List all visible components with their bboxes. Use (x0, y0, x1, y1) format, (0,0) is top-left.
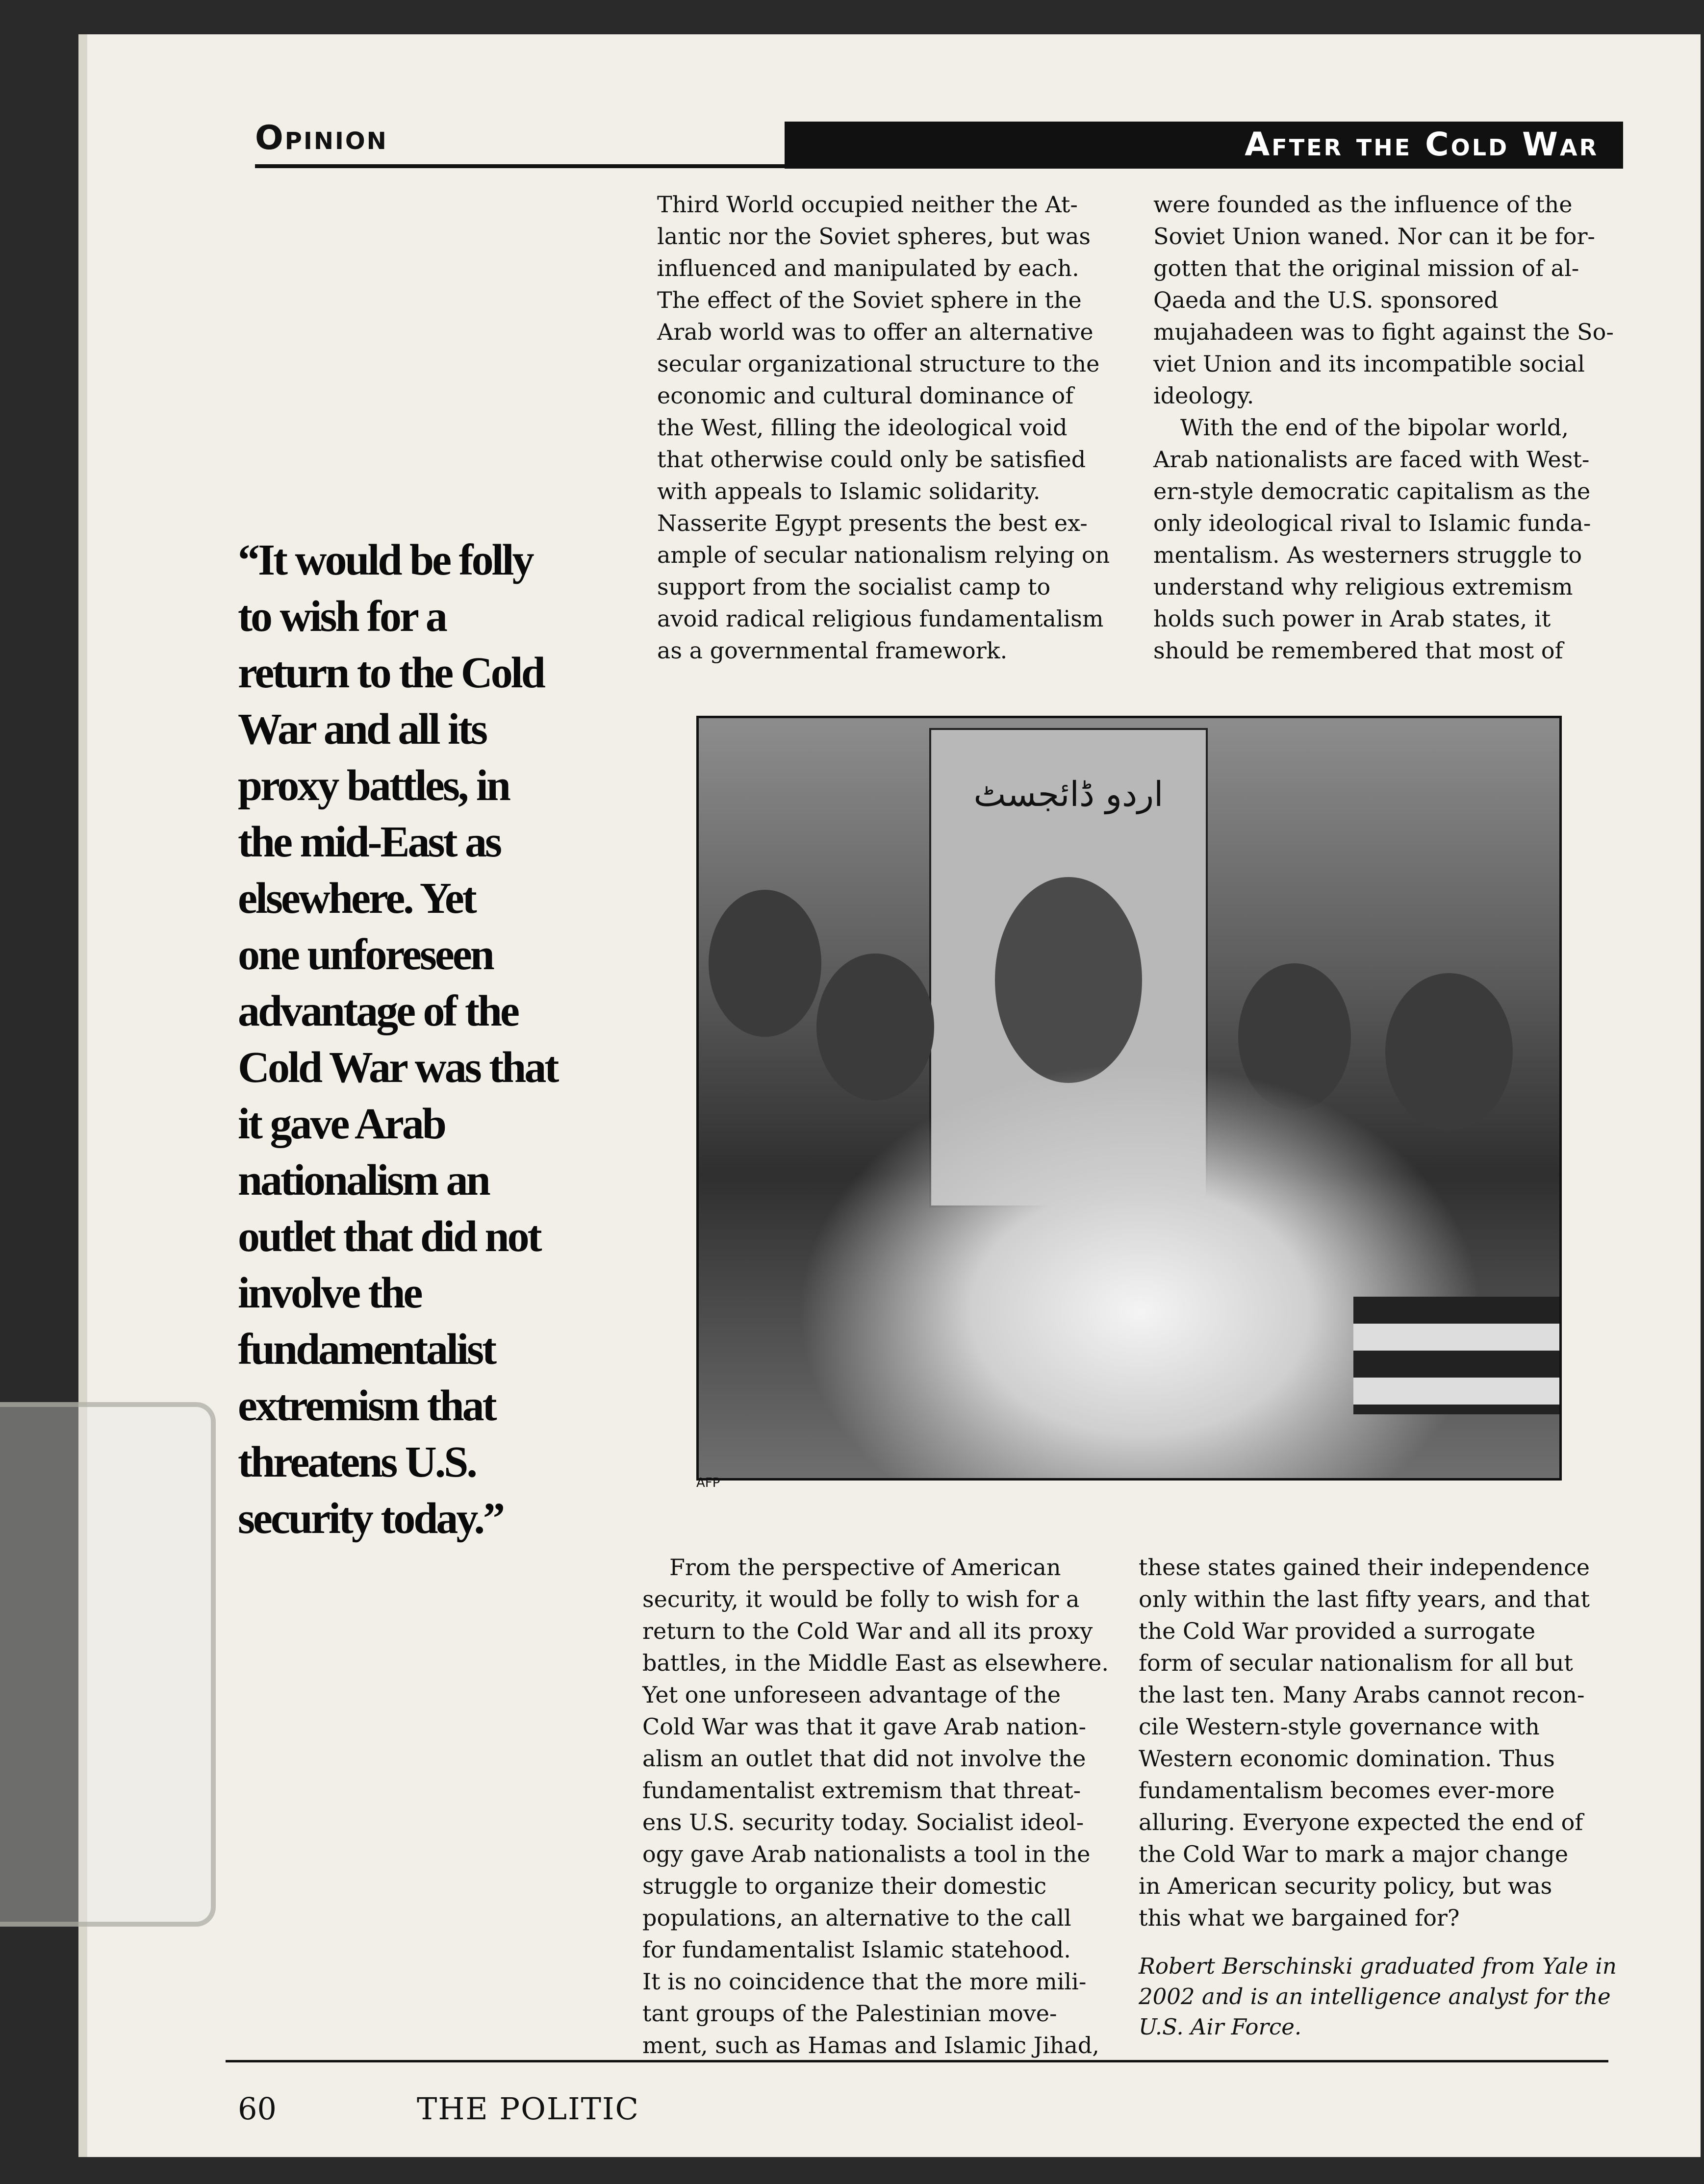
text-line: alluring. Everyone expected the end of (1139, 1809, 1583, 1835)
pull-quote-line: involve the (238, 1269, 421, 1317)
article-series-title: After the Cold War (1245, 126, 1599, 163)
text-line: ample of secular nationalism relying on (657, 542, 1110, 568)
pull-quote-line: threatens U.S. (238, 1438, 476, 1486)
text-line: ens U.S. security today. Socialist ideol- (642, 1809, 1084, 1835)
text-line: Qaeda and the U.S. sponsored (1153, 287, 1499, 313)
text-line: avoid radical religious fundamentalism (657, 605, 1104, 632)
text-line: With the end of the bipolar world, (1180, 414, 1569, 441)
pull-quote-line: return to the Cold (238, 649, 544, 697)
bio-line: Robert Berschinski graduated from Yale in (1139, 1953, 1617, 1979)
text-line: fundamentalism becomes ever-more (1139, 1777, 1555, 1804)
pull-quote-line: War and all its (238, 705, 486, 753)
section-label: Opinion (255, 119, 388, 157)
pull-quote-line: outlet that did not (238, 1212, 540, 1261)
text-line: ern-style democratic capitalism as the (1153, 478, 1591, 504)
text-line: with appeals to Islamic solidarity. (657, 478, 1041, 504)
text-line: security, it would be folly to wish for a (642, 1586, 1080, 1612)
text-line: Arab nationalists are faced with West- (1153, 446, 1590, 473)
text-line: mentalism. As westerners struggle to (1153, 542, 1582, 568)
text-line: economic and cultural dominance of (657, 382, 1074, 409)
text-line: this what we bargained for? (1139, 1905, 1460, 1931)
page-clip (0, 1402, 216, 1927)
protester-figure (709, 890, 821, 1037)
magazine-name: THE POLITIC (417, 2091, 639, 2127)
pull-quote (238, 532, 630, 1547)
text-line: The effect of the Soviet sphere in the (657, 287, 1082, 313)
photo-credit: AFP (696, 1476, 720, 1490)
pull-quote-line: fundamentalist (238, 1325, 495, 1374)
text-line: Cold War was that it gave Arab nation- (642, 1713, 1086, 1740)
header-rule (255, 164, 785, 168)
text-line: form of secular nationalism for all but (1139, 1650, 1573, 1676)
text-line: cile Western-style governance with (1139, 1713, 1540, 1740)
pull-quote-line: the mid-East as (238, 818, 501, 866)
text-line: secular organizational structure to the (657, 351, 1100, 377)
text-line: alism an outlet that did not involve the (642, 1745, 1086, 1772)
body-column-1 (657, 189, 1123, 667)
bio-line: 2002 and is an intelligence analyst for the (1139, 1983, 1611, 2009)
pull-quote-line: proxy battles, in (238, 761, 509, 810)
text-line: gotten that the original mission of al- (1153, 255, 1579, 281)
text-line: tant groups of the Palestinian move- (642, 2000, 1057, 2027)
text-line: Soviet Union waned. Nor can it be for- (1153, 223, 1595, 250)
poster-portrait (995, 877, 1142, 1083)
text-line: should be remembered that most of (1153, 637, 1563, 664)
text-line: the West, filling the ideological void (657, 414, 1068, 441)
text-line: Yet one unforeseen advantage of the (642, 1682, 1061, 1708)
text-line: ideology. (1153, 382, 1254, 409)
text-line: only within the last fifty years, and that (1139, 1586, 1590, 1612)
burning-flag-flames (797, 1061, 1483, 1478)
text-line: influenced and manipulated by each. (657, 255, 1079, 281)
text-line: From the perspective of American (669, 1554, 1061, 1581)
pull-quote-line: Cold War was that (238, 1043, 558, 1092)
text-line: were founded as the influence of the (1153, 191, 1573, 218)
page-number: 60 (238, 2091, 277, 2127)
text-line: the last ten. Many Arabs cannot recon- (1139, 1682, 1585, 1708)
text-line: Arab world was to offer an alternative (657, 319, 1094, 345)
text-line: fundamentalist extremism that threat- (642, 1777, 1081, 1804)
pull-quote-line: to wish for a (238, 592, 446, 641)
pull-quote-line: it gave Arab (238, 1100, 445, 1148)
text-line: It is no coincidence that the more mili- (642, 1968, 1087, 1995)
body-column-3 (642, 1552, 1111, 2061)
text-line: Western economic domination. Thus (1139, 1745, 1555, 1772)
text-line: Third World occupied neither the At- (657, 191, 1078, 218)
text-line: battles, in the Middle East as elsewhere. (642, 1650, 1109, 1676)
news-photo (696, 716, 1562, 1481)
body-column-2 (1153, 189, 1619, 667)
footer-rule (226, 2060, 1608, 2062)
text-line: for fundamentalist Islamic statehood. (642, 1936, 1071, 1963)
text-line: return to the Cold War and all its proxy (642, 1618, 1093, 1644)
text-line: populations, an alternative to the call (642, 1905, 1071, 1931)
bio-line: U.S. Air Force. (1139, 2014, 1302, 2040)
text-line: in American security policy, but was (1139, 1873, 1552, 1899)
text-line: viet Union and its incompatible social (1153, 351, 1585, 377)
text-line: ogy gave Arab nationalists a tool in the (642, 1841, 1091, 1867)
text-line: mujahadeen was to fight against the So- (1153, 319, 1614, 345)
text-line: ment, such as Hamas and Islamic Jihad, (642, 2032, 1099, 2058)
text-line: understand why religious extremism (1153, 574, 1573, 600)
text-line: holds such power in Arab states, it (1153, 605, 1551, 632)
text-line: the Cold War to mark a major change (1139, 1841, 1569, 1867)
header-bar (785, 122, 1623, 169)
text-line: support from the socialist camp to (657, 574, 1051, 600)
pull-quote-line: nationalism an (238, 1156, 489, 1205)
pull-quote-line: “It would be folly (238, 536, 533, 584)
text-line: the Cold War provided a surrogate (1139, 1618, 1536, 1644)
author-bio (1139, 1951, 1617, 2042)
text-line: Nasserite Egypt presents the best ex- (657, 510, 1088, 536)
text-line: as a governmental framework. (657, 637, 1008, 664)
body-column-4 (1139, 1552, 1617, 2042)
text-line: struggle to organize their domestic (642, 1873, 1047, 1899)
text-line: these states gained their independence (1139, 1554, 1590, 1581)
pull-quote-line: elsewhere. Yet (238, 874, 475, 923)
flag-stripes (1353, 1297, 1559, 1414)
pull-quote-line: one unforeseen (238, 930, 493, 979)
poster-urdu-heading: اردو ڈائجسٹ (973, 774, 1164, 814)
pull-quote-line: advantage of the (238, 987, 518, 1035)
pull-quote-line: security today.” (238, 1494, 503, 1543)
text-line: that otherwise could only be satisfied (657, 446, 1086, 473)
pull-quote-line: extremism that (238, 1381, 495, 1430)
text-line: only ideological rival to Islamic funda- (1153, 510, 1591, 536)
text-line: lantic nor the Soviet spheres, but was (657, 223, 1091, 250)
